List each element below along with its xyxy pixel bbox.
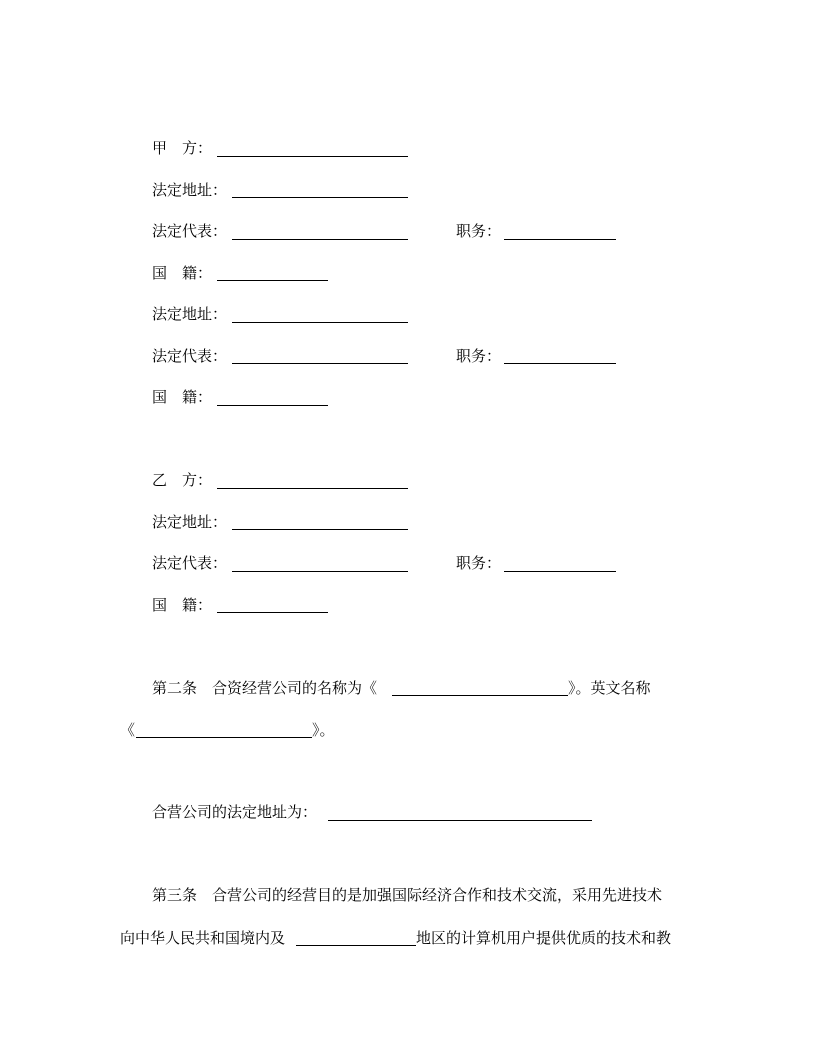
party-a-title-blank-2[interactable] <box>504 363 616 364</box>
article-3-line-2-after: 地区的计算机用户提供优质的技术和教 <box>416 929 672 947</box>
party-b-nationality-label: 国 籍： <box>152 596 213 614</box>
company-address-blank[interactable] <box>328 820 592 821</box>
company-name-blank[interactable] <box>392 695 568 696</box>
party-b-name-blank[interactable] <box>217 488 408 489</box>
party-a-title-label: 职务： <box>456 222 502 240</box>
party-b-legal-rep-label: 法定代表： <box>152 554 228 572</box>
article-3-line-2-before: 向中华人民共和国境内及 <box>120 929 286 947</box>
company-address-label: 合营公司的法定地址为： <box>152 803 318 821</box>
article-2-text-after: 》。英文名称 <box>568 679 651 697</box>
party-a-title-label-2: 职务： <box>456 347 502 365</box>
article-3-line-1: 第三条 合营公司的经营目的是加强国际经济合作和技术交流，采用先进技术 <box>152 886 663 904</box>
party-a-nationality-label-2: 国 籍： <box>152 388 213 406</box>
party-a-title-blank[interactable] <box>504 239 616 240</box>
party-a-legal-rep-blank[interactable] <box>232 239 408 240</box>
party-b-legal-address-blank[interactable] <box>232 529 408 530</box>
party-b-title-label: 职务： <box>456 554 502 572</box>
english-name-blank[interactable] <box>136 737 312 738</box>
party-b-title-blank[interactable] <box>504 571 616 572</box>
party-a-nationality-label: 国 籍： <box>152 264 213 282</box>
party-a-legal-address-blank-2[interactable] <box>232 322 408 323</box>
party-a-label: 甲 方： <box>152 139 213 157</box>
party-a-legal-rep-label: 法定代表： <box>152 222 228 240</box>
party-a-legal-address-label: 法定地址： <box>152 181 228 199</box>
party-a-nationality-blank-2[interactable] <box>217 405 328 406</box>
party-a-legal-address-label-2: 法定地址： <box>152 305 228 323</box>
article-2-text-before: 第二条 合资经营公司的名称为《 <box>152 679 378 697</box>
party-a-legal-rep-label-2: 法定代表： <box>152 347 228 365</box>
english-name-close-bracket: 》。 <box>312 721 335 739</box>
party-b-nationality-blank[interactable] <box>217 612 328 613</box>
party-a-legal-rep-blank-2[interactable] <box>232 363 408 364</box>
party-b-label: 乙 方： <box>152 471 213 489</box>
party-b-legal-rep-blank[interactable] <box>232 571 408 572</box>
english-name-open-bracket: 《 <box>120 721 136 739</box>
party-b-legal-address-label: 法定地址： <box>152 513 228 531</box>
region-blank[interactable] <box>296 945 416 946</box>
party-a-legal-address-blank[interactable] <box>232 197 408 198</box>
party-a-name-blank[interactable] <box>217 156 408 157</box>
party-a-nationality-blank[interactable] <box>217 280 328 281</box>
